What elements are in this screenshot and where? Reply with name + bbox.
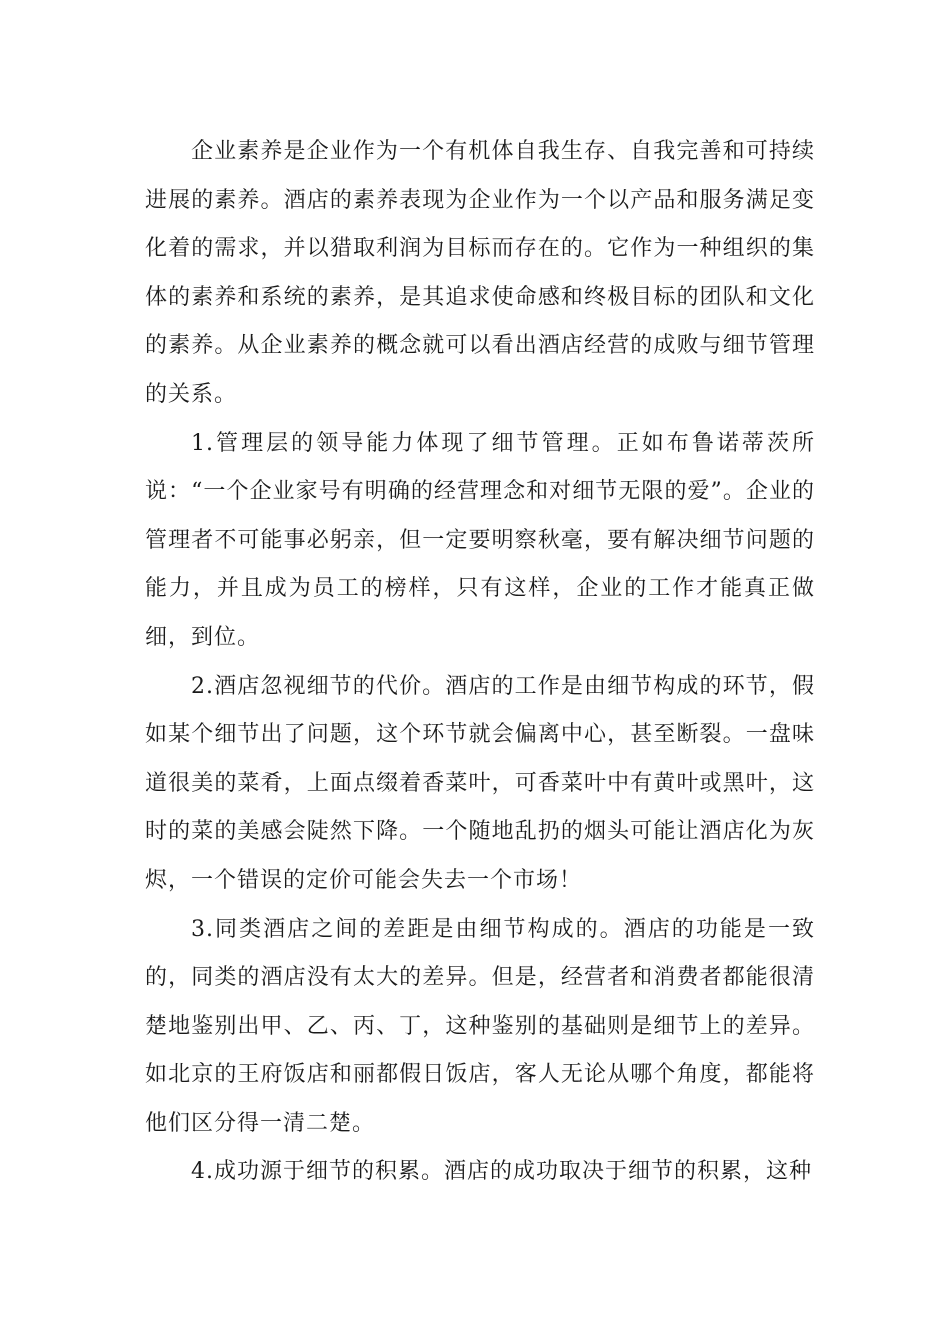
paragraph-point-4: 4.成功源于细节的积累。酒店的成功取决于细节的积累，这种 — [191, 1159, 812, 1185]
paragraph-point-2: 2.酒店忽视细节的代价。酒店的工作是由细节构成的环节，假如某个细节出了问题，这个环节就会偏离中心，甚至断裂。一盘味道很美的菜肴，上面点缀着香菜叶，可香菜叶中有黄叶或黑叶，这时的菜的美感会陡然下降。一个随地乱扔的烟头可能让酒店化为灰烬，一个错误的定价可能会失去一个市场！ — [145, 673, 815, 893]
paragraph-point-3: 3.同类酒店之间的差距是由细节构成的。酒店的功能是一致的，同类的酒店没有太大的差异。但是，经营者和消费者都能很清楚地鉴别出甲、乙、丙、丁，这种鉴别的基础则是细节上的差异。如北京的王府饭店和丽都假日饭店，客人无论从哪个角度，都能将他们区分得一清二楚。 — [145, 916, 815, 1136]
paragraph-point-1: 1.管理层的领导能力体现了细节管理。正如布鲁诺蒂茨所说：“一个企业家号有明确的经营理念和对细节无限的爱”。企业的管理者不可能事必躬亲，但一定要明察秋毫，要有解决细节问题的能力，并且成为员工的榜样，只有这样，企业的工作才能真正做细，到位。 — [145, 430, 815, 650]
document-body — [145, 128, 815, 1197]
paragraph-intro: 企业素养是企业作为一个有机体自我生存、自我完善和可持续进展的素养。酒店的素养表现为企业作为一个以产品和服务满足变化着的需求，并以猎取利润为目标而存在的。它作为一种组织的集体的素养和系统的素养，是其追求使命感和终极目标的团队和文化的素养。从企业素养的概念就可以看出酒店经营的成败与细节管理的关系。 — [145, 139, 815, 407]
